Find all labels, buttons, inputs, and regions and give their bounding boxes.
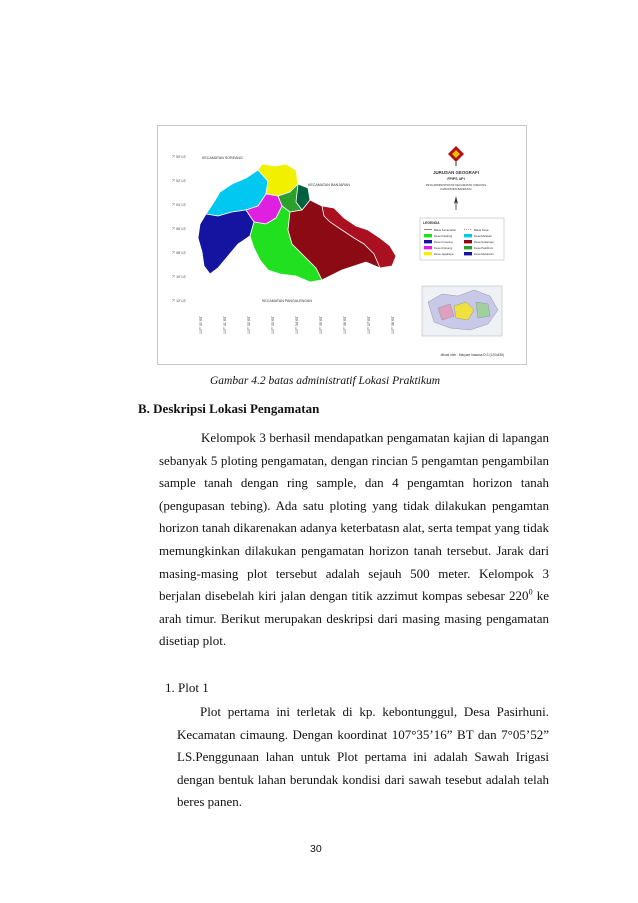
lon-label: 107° 36' BT [343, 316, 347, 334]
district-label-east: KECAMATAN BANJARAN [308, 183, 350, 187]
legend-label: Desa Jagabaya [434, 252, 454, 256]
plot-line: beres panen. [177, 794, 242, 810]
degree-superscript: 0 [528, 587, 533, 597]
lat-label: 7° 08' LS [172, 251, 186, 255]
azimuth-text: berjalan disebelah kiri jalan dengan titik azzimut kompas sebesar 220 [159, 588, 529, 604]
plot-line: dengan bentuk lahan berundak kondisi dari sawah tesebut adalah telah [177, 771, 549, 787]
plot-line: Plot pertama ini terletak di kp. kebontunggul, Desa Pasirhuni. [200, 704, 549, 719]
paragraph-line: masing-masing plot tersebut adalah sejauh 500 meter. Kelompok 3 [159, 565, 549, 581]
legend-label: Batas Desa [474, 228, 489, 232]
legend-swatch [464, 234, 472, 237]
lon-labels [199, 316, 395, 334]
legend-swatch [464, 240, 472, 243]
lat-label: 7° 06' LS [172, 227, 186, 231]
lon-label: 107° 32' BT [247, 316, 251, 334]
lat-label: 7° 12' LS [172, 299, 186, 303]
administrative-map [158, 126, 526, 364]
description-paragraph [159, 427, 549, 653]
lon-label: 107° 34' BT [295, 316, 299, 334]
paragraph-line: Kelompok 3 berhasil mendapatkan pengamatan kajian di lapangan [201, 430, 549, 445]
district-label-south: KECAMATAN PANGALENGAN [262, 299, 312, 303]
paragraph-line [159, 585, 549, 608]
legend-swatch [424, 252, 432, 255]
section-heading: B. Deskripsi Lokasi Pengamatan [138, 401, 320, 416]
legend-swatch [424, 240, 432, 243]
legend-label: Desa Sukamaju [474, 240, 494, 244]
map-subtitle-2: KABUPATEN BANDUNG [440, 187, 472, 191]
legend-label: Desa Cimaung [434, 240, 453, 244]
lon-label: 107° 30' BT [199, 316, 203, 334]
paragraph-line: horizon tanah dikarenakan adanya keterbatasn alat, serta tempat yang tidak [159, 520, 549, 536]
lat-label: 7° 00' LS [172, 155, 186, 159]
inset-map [422, 286, 502, 336]
paragraph-line: disetiap plot. [159, 633, 227, 649]
legend-label: Desa Cikalong [434, 234, 453, 238]
paragraph-line: arah timur. Berikut merupakan deskripsi dari masing masing pengamatan [159, 610, 549, 626]
district-label-north: KECAMATAN SOREANG [202, 156, 243, 160]
legend-label: Desa Malasari [474, 234, 492, 238]
lon-label: 107° 33' BT [271, 316, 275, 334]
plot-description [177, 701, 549, 814]
paragraph-line: (pengupasan tebing). Ada satu ploting yang tidak dilakukan pengamtan [159, 497, 549, 513]
lon-label: 107° 37' BT [367, 316, 371, 334]
paragraph-line: memungkinkan dilakukan pengamatan horizon tanah tersebut. Jarak dari [159, 542, 549, 558]
lat-label: 7° 02' LS [172, 179, 186, 183]
page-number: 30 [310, 843, 322, 855]
legend-swatch [464, 246, 472, 249]
map-legend [420, 218, 504, 260]
university-logo [448, 146, 464, 166]
plot-line: Kecamatan cimaung. Dengan koordinat 107°35’16” BT dan 7°05’52” [177, 726, 549, 742]
village-regions [198, 164, 396, 282]
legend-label: Desa Pasirhuni [474, 246, 493, 250]
legend-label: Batas Kecamatan [434, 228, 457, 232]
legend-swatch [424, 234, 432, 237]
lat-labels [172, 155, 186, 303]
region-cimaung [198, 210, 254, 274]
map-credit: dibuat oleh : Maryam Isasana D.S (1204436) [440, 353, 504, 357]
plot-line: LS.Penggunaan lahan untuk Plot pertama ini adalah Sawah Irigasi [177, 749, 549, 765]
map-figure [157, 125, 527, 365]
paragraph-line: sebanyak 5 ploting pengamatan, dengan rincian 5 pengamtan pengambilan [159, 452, 549, 468]
lat-label: 7° 04' LS [172, 203, 186, 207]
map-subtitle-1: PETA ADMINISTRATIF KECAMATAN CIMAUNG [425, 183, 487, 187]
lon-label: 107° 38' BT [391, 316, 395, 334]
legend-label: Desa Cipinang [434, 246, 453, 250]
legend-swatch [464, 252, 472, 255]
legend-label: Desa Mekarsari [474, 252, 494, 256]
lat-label: 7° 10' LS [172, 275, 186, 279]
legend-swatch [424, 246, 432, 249]
lon-label: 107° 31' BT [223, 316, 227, 334]
plot-heading: 1. Plot 1 [165, 680, 209, 695]
paragraph-line: sample tanah dengan ring sample, dan 4 pengamtan horizon tanah [159, 475, 549, 491]
map-title-org: JURUSAN GEOGRAFI [433, 170, 479, 175]
north-arrow-icon [454, 196, 458, 210]
map-title-faculty: FPIPS UPI [447, 177, 465, 181]
azimuth-text-end: ke [532, 588, 549, 604]
legend-title: LEGENDA [423, 221, 440, 225]
figure-caption: Gambar 4.2 batas administratif Lokasi Praktikum [210, 375, 441, 387]
lon-label: 107° 35' BT [319, 316, 323, 334]
